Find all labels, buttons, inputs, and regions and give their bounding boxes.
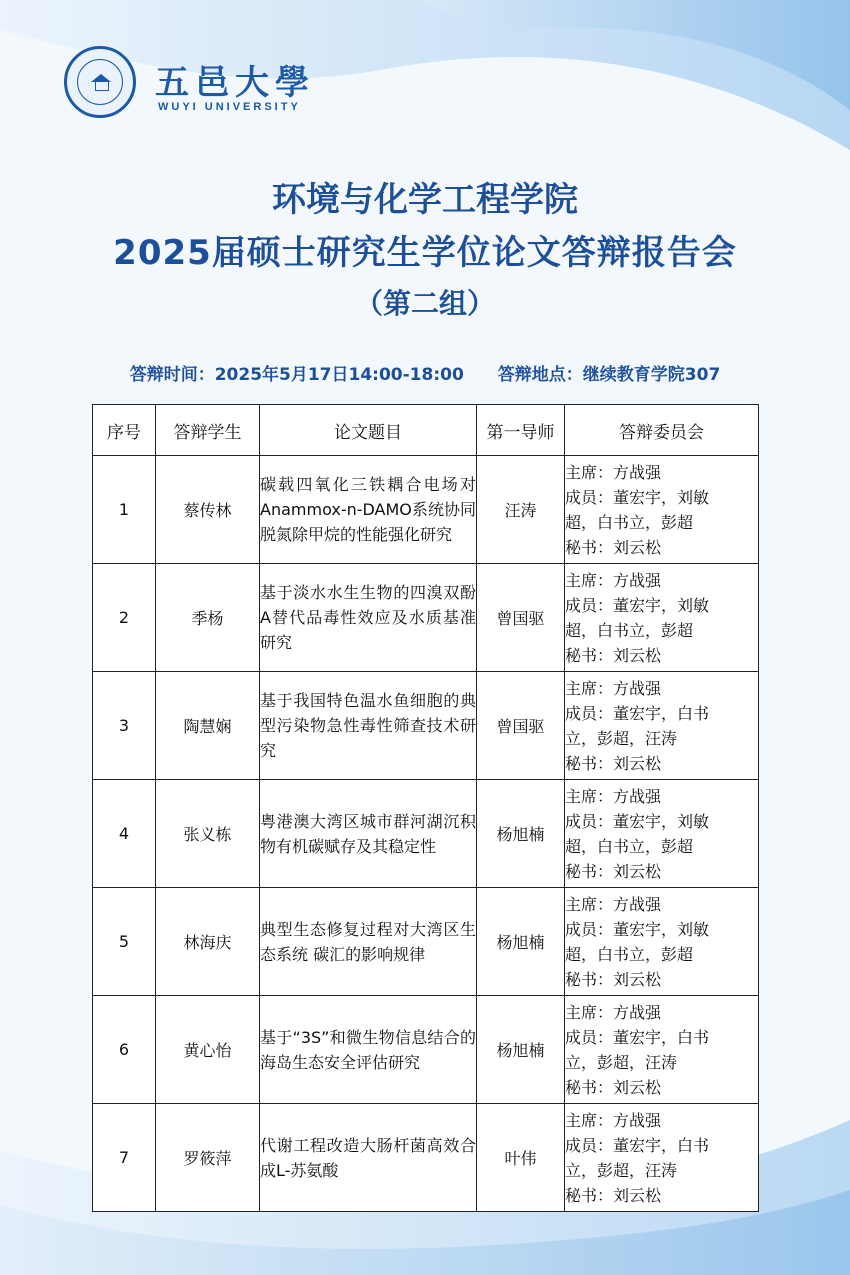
committee-chair: 主席：方战强: [565, 1002, 662, 1022]
row-committee: [565, 888, 759, 996]
row-no: 5: [93, 888, 156, 996]
row-thesis: 基于我国特色温水鱼细胞的典型污染物急性毒性筛查技术研究: [260, 672, 477, 780]
row-committee: [565, 564, 759, 672]
row-committee: [565, 996, 759, 1104]
defense-schedule-table: [92, 404, 759, 1212]
row-student: 季杨: [156, 564, 260, 672]
row-student: 林海庆: [156, 888, 260, 996]
header-committee: 答辩委员会: [565, 405, 759, 456]
seal-building: [95, 82, 109, 91]
page-title-group: （第二组）: [354, 287, 495, 320]
committee-secretary: 秘书：刘云松: [565, 969, 662, 989]
committee-secretary: 秘书：刘云松: [565, 753, 662, 773]
header-thesis: 论文题目: [260, 405, 477, 456]
seal-ring: [77, 59, 123, 105]
committee-members-cont: 立，彭超，汪涛: [565, 1160, 678, 1180]
row-no: 1: [93, 456, 156, 564]
row-thesis: 典型生态修复过程对大湾区生态系统 碳汇的影响规律: [260, 888, 477, 996]
row-student: 张义栋: [156, 780, 260, 888]
row-advisor: 曾国驱: [477, 672, 565, 780]
header-student: 答辩学生: [156, 405, 260, 456]
header-advisor: 第一导师: [477, 405, 565, 456]
row-committee: [565, 1104, 759, 1212]
header-no: 序号: [93, 405, 156, 456]
seal-roof: [91, 74, 111, 82]
row-advisor: 杨旭楠: [477, 888, 565, 996]
table-row: [93, 996, 759, 1104]
row-advisor: 杨旭楠: [477, 780, 565, 888]
table-row: [93, 780, 759, 888]
committee-secretary: 秘书：刘云松: [565, 645, 662, 665]
defense-place: 答辩地点：继续教育学院307: [497, 365, 721, 385]
row-committee: [565, 456, 759, 564]
committee-chair: 主席：方战强: [565, 1110, 662, 1130]
table-row: [93, 564, 759, 672]
row-student: 罗筱萍: [156, 1104, 260, 1212]
row-advisor: 汪涛: [477, 456, 565, 564]
row-no: 6: [93, 996, 156, 1104]
defense-time: 答辩时间：2025年5月17日14:00-18:00: [129, 365, 464, 385]
row-no: 4: [93, 780, 156, 888]
committee-chair: 主席：方战强: [565, 570, 662, 590]
university-seal-icon: [64, 46, 136, 118]
row-committee: [565, 780, 759, 888]
committee-members-cont: 超，白书立，彭超: [565, 620, 694, 640]
row-no: 3: [93, 672, 156, 780]
table-header-row: [93, 405, 759, 456]
university-name: 五邑大學: [155, 63, 315, 103]
committee-members: 成员：董宏宇，白书: [565, 703, 710, 723]
committee-secretary: 秘书：刘云松: [565, 1185, 662, 1205]
title-block: [0, 174, 850, 328]
committee-members-cont: 超，白书立，彭超: [565, 512, 694, 532]
committee-members: 成员：董宏宇，白书: [565, 1135, 710, 1155]
committee-secretary: 秘书：刘云松: [565, 537, 662, 557]
committee-members: 成员：董宏宇，刘敏: [565, 487, 710, 507]
row-student: 黄心怡: [156, 996, 260, 1104]
row-no: 7: [93, 1104, 156, 1212]
committee-chair: 主席：方战强: [565, 894, 662, 914]
university-name-english: WUYI UNIVERSITY: [158, 101, 301, 113]
row-advisor: 曾国驱: [477, 564, 565, 672]
committee-members: 成员：董宏宇，白书: [565, 1027, 710, 1047]
table-row: [93, 456, 759, 564]
row-thesis: 碳载四氧化三铁耦合电场对Anammox-n-DAMO系统协同脱氮除甲烷的性能强化研究: [260, 456, 477, 564]
committee-chair: 主席：方战强: [565, 678, 662, 698]
table-row: [93, 1104, 759, 1212]
row-advisor: 叶伟: [477, 1104, 565, 1212]
committee-members-cont: 立，彭超，汪涛: [565, 728, 678, 748]
table-row: [93, 672, 759, 780]
committee-members-cont: 超，白书立，彭超: [565, 944, 694, 964]
defense-info: [0, 360, 850, 385]
row-thesis: 代谢工程改造大肠杆菌高效合成L-苏氨酸: [260, 1104, 477, 1212]
committee-secretary: 秘书：刘云松: [565, 861, 662, 881]
committee-members: 成员：董宏宇，刘敏: [565, 919, 710, 939]
page-title-college: 环境与化学工程学院: [272, 180, 578, 220]
row-committee: [565, 672, 759, 780]
committee-members-cont: 超，白书立，彭超: [565, 836, 694, 856]
row-thesis: 基于淡水水生生物的四溴双酚A替代品毒性效应及水质基准研究: [260, 564, 477, 672]
page-title-event: 2025届硕士研究生学位论文答辩报告会: [113, 233, 737, 273]
row-thesis: 基于“3S”和微生物信息结合的海岛生态安全评估研究: [260, 996, 477, 1104]
row-advisor: 杨旭楠: [477, 996, 565, 1104]
committee-members: 成员：董宏宇，刘敏: [565, 595, 710, 615]
committee-chair: 主席：方战强: [565, 786, 662, 806]
row-thesis: 粤港澳大湾区城市群河湖沉积物有机碳赋存及其稳定性: [260, 780, 477, 888]
committee-members: 成员：董宏宇，刘敏: [565, 811, 710, 831]
committee-chair: 主席：方战强: [565, 462, 662, 482]
row-student: 陶慧娴: [156, 672, 260, 780]
committee-secretary: 秘书：刘云松: [565, 1077, 662, 1097]
row-no: 2: [93, 564, 156, 672]
row-student: 蔡传林: [156, 456, 260, 564]
committee-members-cont: 立，彭超，汪涛: [565, 1052, 678, 1072]
table-row: [93, 888, 759, 996]
